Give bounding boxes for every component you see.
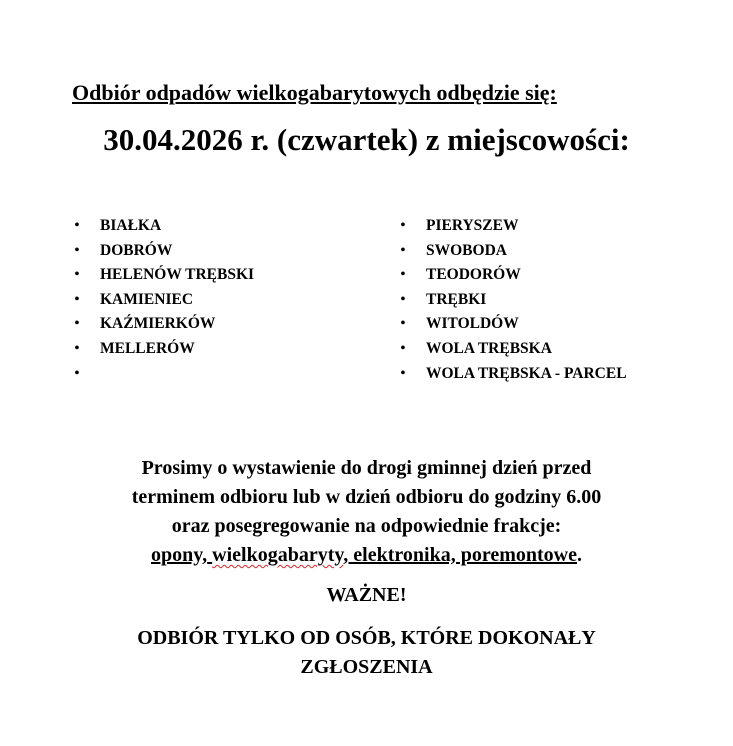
list-item (398, 337, 627, 362)
fraction-opony: opony, (151, 544, 208, 566)
important-label: WAŻNE! (326, 584, 407, 606)
list-item (72, 362, 254, 387)
list-item (398, 263, 627, 288)
list-item (398, 214, 627, 239)
list-item (72, 288, 254, 313)
bullet-icon: • (74, 291, 80, 307)
bullet-icon: • (400, 316, 406, 332)
locality-name: KAMIENIEC (100, 290, 194, 308)
locality-name: KAŹMIERKÓW (100, 315, 216, 333)
bullet-icon: • (400, 291, 406, 307)
list-item (398, 362, 627, 387)
locality-name: WOLA TRĘBSKA - PARCEL (426, 364, 627, 382)
notice-fractions (0, 541, 733, 570)
locality-name: TRĘBKI (426, 290, 487, 308)
notice-line-2: terminem odbioru lub w dzień odbioru do godziny 6.00 (131, 486, 602, 508)
list-item (72, 337, 254, 362)
bullet-icon: • (400, 340, 406, 356)
list-item (72, 312, 254, 337)
notice-line-1: Prosimy o wystawienie do drogi gminnej dzień przed (141, 457, 592, 479)
locality-name: MELLERÓW (100, 339, 195, 357)
locality-name: HELENÓW TRĘBSKI (100, 266, 255, 284)
list-item (398, 288, 627, 313)
locality-name: TEODORÓW (426, 266, 521, 284)
locality-name: BIAŁKA (100, 217, 162, 234)
fraction-wielkogabaryty: wielkogabaryty (212, 544, 344, 566)
page-heading: Odbiór odpadów wielkogabarytowych odbędzie się: (72, 80, 557, 105)
bullet-icon: • (74, 218, 80, 233)
bullet-icon: • (74, 316, 80, 332)
bullet-icon: • (400, 218, 406, 233)
final-line-1: ODBIÓR TYLKO OD OSÓB, KTÓRE DOKONAŁY (137, 627, 596, 649)
fraction-rest: , elektronika, poremontowe (343, 544, 577, 566)
collection-date: 30.04.2026 r. (czwartek) z miejscowości: (103, 122, 630, 157)
list-item (72, 239, 254, 264)
list-item (72, 214, 254, 239)
list-item (398, 312, 627, 337)
locality-name: SWOBODA (426, 241, 507, 259)
list-item (398, 239, 627, 264)
locality-name: WITOLDÓW (426, 315, 519, 333)
final-notice (0, 624, 733, 682)
bullet-icon: • (74, 242, 80, 258)
notice-paragraph (0, 454, 733, 570)
localities-list-right (398, 214, 627, 386)
bullet-icon: • (400, 242, 406, 258)
bullet-icon: • (74, 365, 80, 381)
locality-name: PIERYSZEW (426, 217, 519, 234)
locality-name: WOLA TRĘBSKA (426, 339, 552, 357)
localities-list-left (72, 214, 254, 386)
list-item (72, 263, 254, 288)
fraction-end: . (576, 544, 582, 566)
bullet-icon: • (74, 340, 80, 356)
notice-line-3: oraz posegregowanie na odpowiednie frakcje: (171, 515, 562, 537)
bullet-icon: • (400, 365, 406, 381)
final-line-2: ZGŁOSZENIA (300, 656, 433, 678)
locality-name: DOBRÓW (100, 241, 173, 259)
bullet-icon: • (74, 267, 80, 283)
bullet-icon: • (400, 267, 406, 283)
